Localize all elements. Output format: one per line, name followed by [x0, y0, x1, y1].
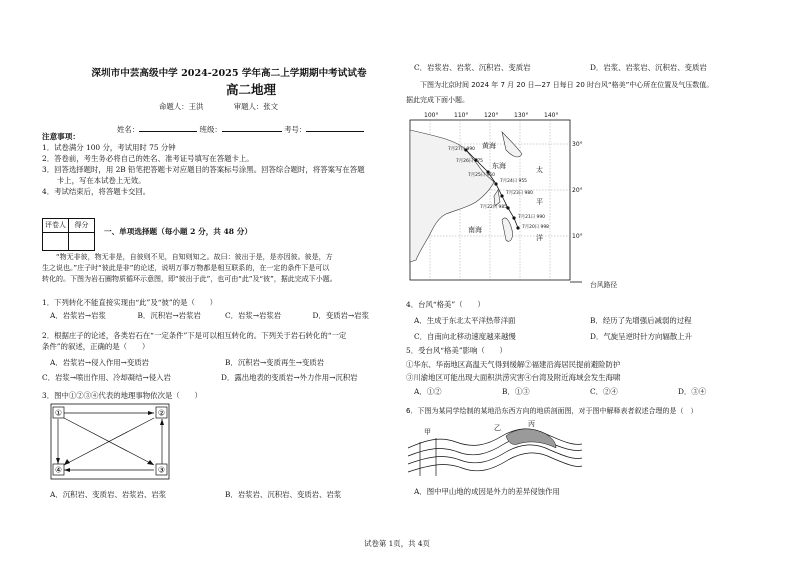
statement-line: ③川渝地区可能出现大面积洪涝灾害④台湾及附近海域会发生海啸 — [406, 373, 621, 382]
sea-label-yellow: 黄海 — [482, 142, 496, 150]
node-3: ③ — [157, 465, 166, 475]
question-stem: 6．下图为某同学绘制的某地沿东西方向的地质剖面图，对于图中解释表者叙述合理的是（ ） — [406, 407, 698, 415]
lon-label: 100° — [424, 112, 439, 119]
question-stem: 条件”的叙述，正确的是（ ） — [42, 342, 150, 351]
score-cell[interactable] — [69, 233, 95, 251]
score-reviewer-cell[interactable] — [43, 233, 69, 251]
notice-item: 4．考试结束后，将答题卡交回。 — [42, 187, 151, 196]
class-label: 班级： — [199, 125, 222, 134]
node-2: ② — [157, 408, 166, 418]
number-label: 考号： — [284, 125, 307, 134]
profile-label-yi: 乙 — [494, 424, 501, 432]
notice-heading: 注意事项： — [42, 132, 80, 141]
question-stem: 3．图中①②③④代表的地理事物依次是（ ） — [42, 391, 202, 400]
node-4: ④ — [54, 465, 63, 475]
option-row — [42, 310, 400, 321]
profile-label-bing: 丙 — [528, 420, 535, 428]
option-c[interactable]: C．岩浆→喷出作用、冷却凝结→侵入岩 — [42, 373, 171, 382]
question-stem: 2．根据庄子的论述，各类岩石在“一定条件”下是可以相互转化的。下列关于岩石转化的“一定 — [42, 331, 347, 340]
option-row — [42, 489, 400, 500]
subject-title: 高二地理 — [225, 82, 276, 97]
typhoon-intro — [406, 80, 766, 106]
option-b[interactable]: B．沉积岩→岩浆岩 — [137, 311, 201, 320]
option-c[interactable]: C．自南向北移动速度越来越慢 — [414, 332, 516, 341]
node-1: ① — [54, 408, 63, 418]
option-a[interactable]: A．生成于东北太平洋热带洋面 — [414, 316, 516, 325]
intro-line: 转化的。下图为岩石圈物质循环示意图，即“彼出于此”，也可由“此”及“彼”，据此完成下小题。 — [42, 275, 337, 283]
track-point-label: 7月21日 990 — [518, 215, 545, 220]
statement-line: ①华东、华南地区高温天气得到缓解②福建沿海居民提前避险防护 — [406, 360, 621, 369]
map-legend-label: 台风路径 — [590, 281, 618, 289]
option-d[interactable]: D．变质岩→岩浆 — [312, 311, 369, 320]
sea-label-east: 东海 — [492, 162, 506, 170]
question-3-options-cont — [406, 62, 766, 73]
lon-label: 130° — [514, 112, 529, 119]
question-1 — [42, 297, 400, 321]
lat-label: 10° — [572, 233, 583, 240]
reviewer-label: 审题人：张文 — [233, 102, 279, 111]
option-row — [406, 331, 766, 342]
option-row — [406, 386, 766, 397]
question-2 — [42, 330, 400, 383]
ocean-label: 平 — [536, 198, 543, 206]
notice-item: 1．试卷满分 100 分，考试用时 75 分钟 — [42, 143, 176, 152]
question-stem: 4．台风“格美”（ ） — [406, 300, 485, 309]
option-row — [406, 315, 766, 326]
typhoon-map — [406, 110, 590, 290]
geologic-profile — [406, 418, 584, 478]
score-label: 得分 — [69, 219, 95, 233]
track-point-label: 7月22日 985 — [480, 205, 507, 210]
page-footer: 试卷第 1页，共 4页 — [364, 539, 430, 548]
option-c[interactable]: C．岩浆岩、岩浆、沉积岩、变质岩 — [414, 63, 531, 72]
intro-line: 生之说也。”庄子时“彼此是非”的论述，说明万事万物都是相互联系的，在一定的条件下是可以 — [42, 264, 330, 272]
typhoon-intro-line: 下图为北京时间 2024 年 7 月 20 日—27 日每日 20 时台风“格美”中心所在位置及气压数值。 — [420, 81, 714, 89]
rock-cycle-diagram — [50, 403, 170, 480]
track-point-label: 7月25日 950 — [468, 173, 495, 178]
option-d[interactable]: D．气旋呈逆时针方向辐散上升 — [590, 332, 693, 341]
option-row — [406, 62, 766, 73]
profile-label-jia: 甲 — [424, 428, 431, 436]
score-box — [42, 218, 95, 251]
score-reviewer-label: 评卷人 — [43, 219, 69, 233]
option-b[interactable]: B．经历了先增强后减弱的过程 — [590, 316, 692, 325]
option-a[interactable]: A．岩浆岩→侵入作用→变质岩 — [50, 358, 150, 367]
lon-label: 110° — [454, 112, 469, 119]
section-heading: 一、单项选择题（每小题 2 分，共 48 分） — [104, 227, 252, 236]
intro-passage — [42, 252, 400, 285]
question-3-options — [42, 489, 400, 500]
question-6-options — [406, 486, 766, 497]
sea-label-south: 南海 — [468, 226, 482, 234]
intro-line: “物无非彼，物无非是，自彼则不见，自知则知之。故曰：彼出于是，是亦因彼。彼是，方 — [56, 253, 333, 261]
diagram-frame — [51, 404, 169, 479]
option-a[interactable]: A．岩浆岩→岩浆 — [50, 311, 106, 320]
author-label: 命题人：王洪 — [159, 102, 204, 111]
option-row — [42, 372, 400, 383]
option-c[interactable]: C．岩浆→岩浆岩 — [225, 311, 282, 320]
ocean-label: 太 — [536, 166, 543, 174]
typhoon-intro-line: 据此完成下面小题。 — [406, 96, 469, 104]
name-label: 姓名： — [117, 125, 140, 134]
option-d[interactable]: D．露出地表的变质岩→外力作用→沉积岩 — [221, 373, 358, 382]
lat-label: 20° — [572, 187, 583, 194]
track-point-label: 7月27日 990 — [448, 147, 475, 152]
track-point-label: 7月23日 980 — [506, 191, 533, 196]
option-row — [42, 357, 400, 368]
notice-item: 卡上，写在本试卷上无效。 — [42, 176, 146, 185]
option-b[interactable]: B．沉积岩→变质再生→变质岩 — [225, 358, 325, 367]
question-stem: 1．下列转化不能直接实现由“此”及“彼”的是（ ） — [42, 298, 218, 307]
lat-label: 30° — [572, 141, 583, 148]
question-5 — [406, 345, 766, 397]
track-point-label: 7月26日 975 — [456, 159, 483, 164]
option-b[interactable]: B．①③ — [502, 387, 530, 396]
notice-item: 2．答卷前，考生务必将自己的姓名、准考证号填写在答题卡上。 — [42, 154, 254, 163]
question-stem: 5．受台风“格美”影响（ ） — [406, 346, 507, 355]
question-4 — [406, 299, 766, 342]
option-a[interactable]: A．沉积岩、变质岩、岩浆岩、岩浆 — [50, 490, 167, 499]
lon-label: 140° — [544, 112, 559, 119]
option-b[interactable]: B．岩浆岩、沉积岩、变质岩、岩浆 — [225, 490, 342, 499]
lon-label: 120° — [484, 112, 499, 119]
option-c[interactable]: C．②④ — [590, 387, 618, 396]
ocean-label: 洋 — [536, 234, 543, 242]
notice-section — [42, 131, 400, 197]
option-d[interactable]: D．岩浆、岩浆岩、沉积岩、变质岩 — [590, 63, 707, 72]
question-3 — [42, 390, 400, 401]
authors-line — [159, 101, 306, 112]
option-a[interactable]: A．图中甲山地的成因是外力的差异侵蚀作用 — [414, 487, 560, 496]
question-6 — [406, 406, 766, 417]
exam-title: 深圳市中芸高级中学 2024-2025 学年高二上学期期中考试试卷 — [91, 68, 367, 79]
track-point-label: 7月24日 955 — [500, 179, 527, 184]
track-point-label: 7月20日 998 — [522, 225, 549, 230]
notice-item: 3．回答选择题时，用 2B 铅笔把答题卡对应题目的答案标号涂黑。回答综合题时，将答案写在答题 — [42, 165, 365, 174]
option-a[interactable]: A．①② — [414, 387, 442, 396]
option-d[interactable]: D．③④ — [678, 387, 707, 396]
